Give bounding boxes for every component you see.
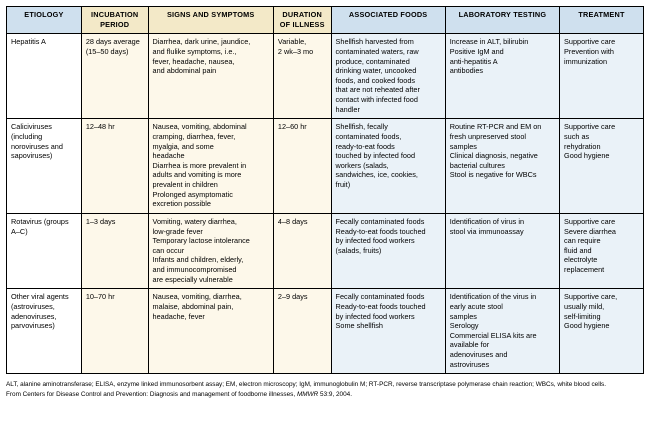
column-header-duration-of-illness: DURATION OF ILLNESS [273, 7, 331, 34]
source-note [6, 391, 644, 400]
cell-duration [273, 34, 331, 119]
column-header-associated-foods: ASSOCIATED FOODS [331, 7, 445, 34]
text-line: electrolyte [564, 255, 598, 265]
table-row [7, 289, 644, 374]
text-line: drinking water, uncooked [335, 66, 417, 76]
cell-etiology [7, 213, 82, 288]
cell-treatment [560, 34, 644, 119]
text-line: rehydration [564, 141, 601, 151]
text-line: by infected food workers [335, 311, 415, 321]
text-line: adults and vomiting is more [152, 170, 242, 180]
text-line: are especially vulnerable [152, 274, 233, 284]
text-line: produce, contaminated [335, 56, 410, 66]
text-line: anti-hepatitis A [449, 56, 498, 66]
text-line: Nausea, vomiting, diarrhea, [152, 292, 242, 302]
text-line: Some shellfish [335, 321, 383, 331]
text-line: 12–48 hr [85, 122, 115, 132]
text-line: samples [449, 141, 477, 151]
column-header-etiology: ETIOLOGY [7, 7, 82, 34]
cell-etiology [7, 119, 82, 214]
text-line: and flulike symptoms, i.e., [152, 46, 237, 56]
column-header-incubation-period: INCUBATION PERIOD [81, 7, 148, 34]
cell-signs [148, 213, 273, 288]
text-line: Vomiting, watery diarrhea, [152, 216, 237, 226]
cell-incubation [81, 213, 148, 288]
text-line: Good hygiene [564, 151, 610, 161]
text-line: Supportive care [564, 122, 616, 132]
text-line: headache [152, 151, 185, 161]
table-row [7, 213, 644, 288]
text-line: Identification of virus in [449, 216, 525, 226]
text-line: usually mild, [564, 301, 605, 311]
text-line: replacement [564, 265, 605, 274]
column-header-treatment: TREATMENT [560, 7, 644, 34]
cell-signs [148, 119, 273, 214]
text-line: fruit) [335, 180, 351, 189]
text-line: Fecally contaminated foods [335, 292, 425, 302]
text-line: and immunocompromised [152, 265, 237, 274]
cell-treatment [560, 119, 644, 214]
text-line: fresh unpreserved stool [449, 131, 527, 141]
text-line: that are not reheated after [335, 85, 420, 95]
source-journal: MMWR [296, 390, 319, 398]
text-line: available for [449, 340, 490, 350]
cell-foods [331, 119, 445, 214]
text-line: sandwiches, ice, cookies, [335, 170, 418, 180]
text-line: early acute stool [449, 301, 503, 311]
text-line: 10–70 hr [85, 292, 115, 302]
text-line: Stool is negative for WBCs [449, 170, 537, 180]
cell-etiology [7, 289, 82, 374]
text-line: sapoviruses) [11, 151, 53, 161]
column-header-signs-and-symptoms: SIGNS AND SYMPTOMS [148, 7, 273, 34]
text-line: handler [335, 104, 360, 114]
text-line: adenoviruses and [449, 350, 508, 359]
text-line: Shellfish harvested from [335, 37, 414, 47]
text-line: Caliciviruses [11, 122, 52, 132]
text-line: Prevention with [564, 46, 614, 56]
cell-signs [148, 289, 273, 374]
text-line: Routine RT-PCR and EM on [449, 122, 542, 132]
text-line: Fecally contaminated foods [335, 216, 425, 226]
text-line: Positive IgM and [449, 46, 504, 56]
text-line: malaise, abdominal pain, [152, 301, 234, 311]
text-line: 2–9 days [277, 292, 308, 302]
text-line: 28 days average [85, 37, 140, 47]
cell-foods [331, 213, 445, 288]
text-line: workers (salads, [335, 160, 389, 170]
text-line: parvoviruses) [11, 321, 55, 331]
cell-duration [273, 119, 331, 214]
text-line: astroviruses [449, 359, 490, 369]
text-line: Diarrhea, dark urine, jaundice, [152, 37, 251, 47]
text-line: bacterial cultures [449, 160, 505, 170]
text-line: excretion possible [152, 199, 211, 209]
column-header-laboratory-testing: LABORATORY TESTING [445, 7, 559, 34]
text-line: Hepatitis A [11, 37, 46, 47]
text-line: Commercial ELISA kits are [449, 330, 537, 340]
text-line: self-limiting [564, 311, 601, 321]
text-line: Rotavirus (groups [11, 216, 69, 226]
text-line: Increase in ALT, bilirubin [449, 37, 529, 47]
text-line: touched by infected food [335, 151, 416, 161]
cell-etiology [7, 34, 82, 119]
table-row [7, 119, 644, 214]
text-line: foods, and cooked foods [335, 75, 416, 85]
text-line: Temporary lactose intolerance [152, 236, 250, 246]
cell-incubation [81, 34, 148, 119]
cell-treatment [560, 289, 644, 374]
text-line: Good hygiene [564, 321, 610, 331]
text-line: can require [564, 236, 601, 246]
text-line: Infants and children, elderly, [152, 255, 244, 265]
text-line: can occur [152, 245, 185, 255]
cell-treatment [560, 213, 644, 288]
text-line: samples [449, 311, 477, 321]
text-line: A–C) [11, 226, 28, 236]
text-line: myalgia, and some [152, 141, 214, 151]
text-line: (astroviruses, [11, 301, 55, 311]
text-line: Prolonged asymptomatic [152, 189, 233, 199]
text-line: Variable, [277, 37, 307, 47]
cell-signs [148, 34, 273, 119]
text-line: contaminated waters, raw [335, 46, 419, 56]
text-line: Ready-to-eat foods touched [335, 301, 426, 311]
table-footnotes [6, 381, 644, 399]
text-line: (including [11, 131, 43, 141]
text-line: Other viral agents [11, 292, 69, 302]
cell-lab [445, 213, 559, 288]
text-line: Identification of the virus in [449, 292, 537, 302]
text-line: fluid and [564, 245, 592, 255]
text-line: noroviruses and [11, 141, 63, 151]
text-line: headache, fever [152, 311, 205, 321]
text-line: 12–60 hr [277, 122, 307, 132]
table-header [7, 7, 644, 34]
cell-duration [273, 289, 331, 374]
table-header-row [7, 7, 644, 34]
cell-incubation [81, 289, 148, 374]
text-line: Diarrhea is more prevalent in [152, 160, 247, 170]
text-line: cramping, diarrhea, fever, [152, 131, 236, 141]
text-line: such as [564, 131, 590, 141]
text-line: adenoviruses, [11, 311, 57, 321]
text-line: (salads, fruits) [335, 245, 382, 255]
text-line: Nausea, vomiting, abdominal [152, 122, 247, 132]
text-line: contact with infected food [335, 95, 418, 104]
cell-incubation [81, 119, 148, 214]
text-line: antibodies [449, 66, 484, 76]
text-line: Supportive care [564, 37, 616, 47]
foodborne-illness-table [6, 6, 644, 374]
text-line: stool via immunoassay [449, 226, 524, 236]
text-line: by infected food workers [335, 236, 415, 246]
text-line: low-grade fever [152, 226, 203, 236]
text-line: 2 wk–3 mo [277, 46, 314, 56]
table-row [7, 34, 644, 119]
text-line: Clinical diagnosis, negative [449, 151, 538, 161]
source-prefix: From Centers for Disease Control and Prevention: Diagnosis and management of foodborne illnesses, [6, 390, 297, 398]
cell-foods [331, 289, 445, 374]
text-line: fever, headache, nausea, [152, 56, 235, 66]
text-line: (15–50 days) [85, 46, 129, 56]
text-line: immunization [564, 56, 608, 66]
cell-lab [445, 119, 559, 214]
text-line: Supportive care [564, 216, 616, 226]
text-line: contaminated foods, [335, 131, 402, 141]
text-line: 4–8 days [277, 216, 308, 226]
text-line: Severe diarrhea [564, 226, 616, 236]
source-suffix: 53:9, 2004. [318, 390, 352, 398]
text-line: ready-to-eat foods [335, 141, 395, 151]
cell-lab [445, 34, 559, 119]
table-body [7, 34, 644, 374]
cell-foods [331, 34, 445, 119]
text-line: Shellfish, fecally [335, 122, 388, 132]
text-line: Supportive care, [564, 292, 618, 302]
cell-duration [273, 213, 331, 288]
text-line: and abdominal pain [152, 66, 217, 76]
text-line: Ready-to-eat foods touched [335, 226, 426, 236]
cell-lab [445, 289, 559, 374]
text-line: 1–3 days [85, 216, 116, 226]
text-line: prevalent in children [152, 180, 218, 189]
text-line: Serology [449, 321, 479, 331]
abbreviations-note: ALT, alanine aminotransferase; ELISA, enzyme linked immunosorbent assay; EM, electron microscopy; IgM, immunoglobulin M; RT-PCR, reverse transcriptase polymerase chain reaction; WBCs, white blood cells. [6, 381, 607, 389]
